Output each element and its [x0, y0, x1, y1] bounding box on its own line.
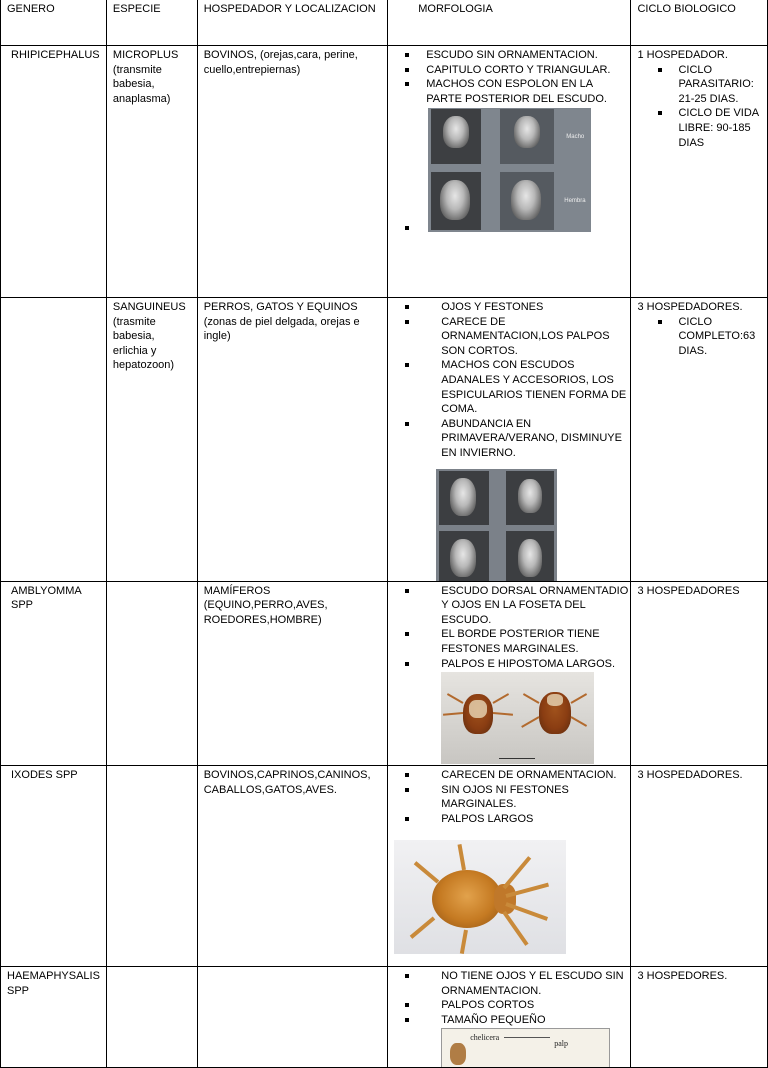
genero-text: [1, 582, 106, 613]
morfologia-item: PALPOS CORTOS: [388, 998, 630, 1013]
especie-cell: [106, 766, 197, 967]
ciclo-intro: 3 HOSPEDADORES.: [637, 301, 743, 313]
ciclo-intro: 3 HOSPEDADORES.: [637, 769, 743, 782]
amblyomma-photo: [441, 672, 594, 764]
hospedador-text: MAMÍFEROS (EQUINO,PERRO,AVES, ROEDORES,HOMBRE): [203, 584, 328, 626]
header-especie-cell: [106, 0, 197, 46]
header-ciclo-cell: [631, 0, 768, 46]
genero-text: RHIPICEPHALUS: [11, 49, 100, 61]
especie-text: [107, 967, 197, 969]
morfologia-item: PALPOS E HIPOSTOMA LARGOS.: [388, 657, 630, 672]
morfologia-item: EL BORDE POSTERIOR TIENE FESTONES MARGINALES.: [388, 627, 630, 656]
ciclo-cell: [631, 581, 768, 766]
morfologia-item: ABUNDANCIA EN PRIMAVERA/VERANO, DISMINUYE EN INVIERNO.: [388, 417, 630, 461]
header-morfologia-cell: [388, 0, 631, 46]
table-row: [1, 298, 768, 582]
table-row: [1, 46, 768, 298]
morfologia-item: PALPOS LARGOS: [388, 812, 630, 827]
morfologia-cell: [388, 46, 631, 298]
rhipicephalus-microplus-photo: [428, 108, 591, 232]
morfologia-item: MACHOS CON ESCUDOS ADANALES Y ACCESORIOS, LOS ESPICULARIOS TIENEN FORMA DE COMA.: [388, 358, 630, 416]
hospedador-text: BOVINOS,CAPRINOS,CANINOS, CABALLOS,GATOS,AVES.: [203, 769, 371, 796]
ciclo-cell: [631, 298, 768, 582]
ciclo-item: CICLO COMPLETO:63 DIAS.: [631, 315, 767, 359]
morfologia-item: OJOS Y FESTONES: [388, 300, 630, 315]
morfologia-cell: [388, 581, 631, 766]
header-row: [1, 0, 768, 46]
hospedador-text: BOVINOS, (orejas,cara, perine, cuello,entrepiernas): [203, 49, 358, 76]
diagram-label-chelicera: chelicera: [470, 1033, 500, 1043]
morfologia-cell: [388, 967, 631, 1068]
genero-cell: [1, 967, 107, 1068]
header-genero: GENERO: [7, 3, 55, 15]
hospedador-cell: [197, 298, 388, 582]
ciclo-intro: 3 HOSPEDORES.: [637, 970, 728, 983]
hospedador-cell: [197, 967, 388, 1068]
header-hospedador-cell: [197, 0, 388, 46]
morfologia-item: MACHOS CON ESPOLON EN LA PARTE POSTERIOR DEL ESCUDO.: [388, 77, 630, 106]
table-row: [1, 581, 768, 766]
especie-text: MICROPLUS (transmite babesia, anaplasma): [112, 49, 179, 105]
hospedador-cell: [197, 766, 388, 967]
genero-cell: [1, 46, 107, 298]
morfologia-item: TAMAÑO PEQUEÑO: [388, 1013, 630, 1028]
header-especie: ESPECIE: [112, 3, 161, 15]
especie-cell: [106, 298, 197, 582]
table-row: [1, 967, 768, 1068]
hospedador-cell: [197, 46, 388, 298]
genero-text: IXODES SPP: [11, 769, 78, 782]
empty-bullet: [405, 226, 409, 230]
ciclo-item: CICLO DE VIDA LIBRE: 90-185 DIAS: [631, 106, 767, 150]
rhipicephalus-sanguineus-photo: [436, 469, 557, 582]
ciclo-intro: 3 HOSPEDADORES: [637, 584, 740, 597]
ixodes-photo: [394, 840, 566, 954]
table-row: [1, 766, 768, 967]
morfologia-item: CARECE DE ORNAMENTACION,LOS PALPOS SON CORTOS.: [388, 315, 630, 359]
ciclo-cell: [631, 766, 768, 967]
morfologia-item: ESCUDO SIN ORNAMENTACION.: [388, 48, 630, 63]
morfologia-item: NO TIENE OJOS Y EL ESCUDO SIN ORNAMENTACION.: [388, 969, 630, 998]
header-genero-cell: [1, 0, 107, 46]
especie-text: [107, 582, 197, 584]
especie-cell: [106, 967, 197, 1068]
ciclo-cell: [631, 967, 768, 1068]
morfologia-item: ESCUDO DORSAL ORNAMENTADIO Y OJOS EN LA FOSETA DEL ESCUDO.: [388, 584, 630, 628]
especie-cell: [106, 581, 197, 766]
hospedador-cell: [197, 581, 388, 766]
diagram-label-palp: palp: [554, 1039, 569, 1049]
hospedador-text: PERROS, GATOS Y EQUINOS (zonas de piel delgada, orejas e ingle): [203, 301, 360, 343]
genero-cell: [1, 581, 107, 766]
genero-cell: [1, 298, 107, 582]
especie-text: SANGUINEUS (trasmite babesia, erlichia y hepatozoon): [112, 301, 186, 372]
morfologia-cell: [388, 298, 631, 582]
header-hospedador: HOSPEDADOR Y LOCALIZACION: [203, 3, 376, 15]
morfologia-item: CARECEN DE ORNAMENTACION.: [388, 768, 630, 783]
morfologia-item: SIN OJOS NI FESTONES MARGINALES.: [388, 783, 630, 812]
genero-label: AMBLYOMMA SPP: [11, 584, 82, 612]
especie-text: [107, 766, 197, 768]
especie-cell: [106, 46, 197, 298]
morfologia-item: CAPITULO CORTO Y TRIANGULAR.: [388, 63, 630, 78]
ciclo-item: CICLO PARASITARIO: 21-25 DIAS.: [631, 63, 767, 107]
genero-text: HAEMAPHYSALIS SPP: [7, 970, 100, 997]
genero-text: [1, 298, 106, 300]
header-ciclo: CICLO BIOLOGICO: [637, 3, 736, 15]
header-morfologia: MORFOLOGIA: [418, 3, 493, 15]
ciclo-intro: 1 HOSPEDADOR.: [637, 49, 728, 61]
ciclo-cell: [631, 46, 768, 298]
photo-label-macho: Macho: [566, 134, 585, 141]
morfologia-cell: [388, 766, 631, 967]
genero-cell: [1, 766, 107, 967]
haemaphysalis-diagram: [441, 1028, 610, 1068]
hospedador-text: [198, 967, 388, 969]
photo-label-hembra: Hembra: [564, 198, 586, 205]
